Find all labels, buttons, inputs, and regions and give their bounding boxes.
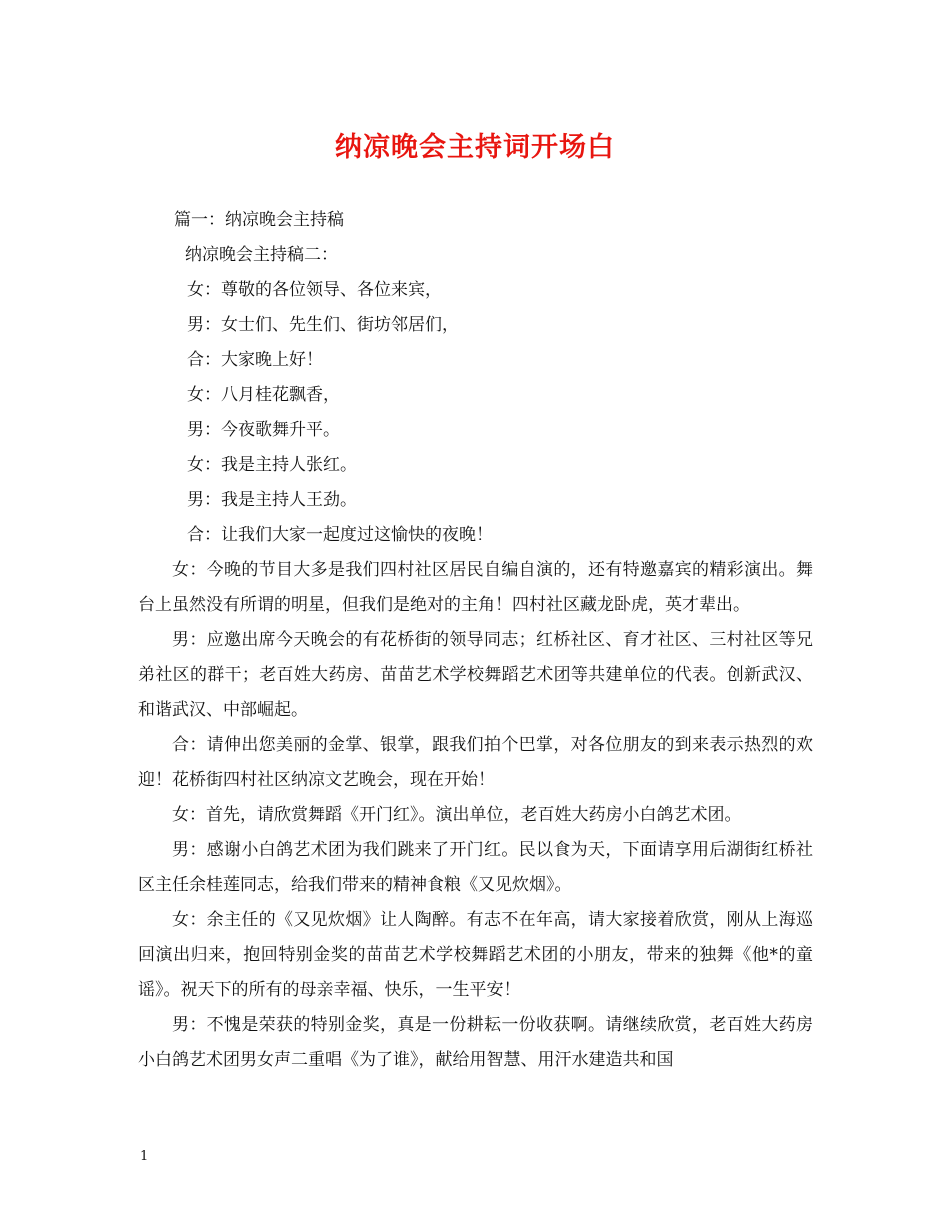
section-heading: 篇一：纳凉晚会主持稿 (174, 210, 344, 230)
script-paragraph: 女：首先，请欣赏舞蹈《开门红》。演出单位，老百姓大药房小白鸽艺术团。 (172, 805, 742, 825)
script-paragraph: 男：感谢小白鸽艺术团为我们跳来了开门红。民以食为天，下面请享用后湖街红桥社区主任余桂莲同志，给我们带来的精神食粮《又见炊烟》。 (138, 840, 813, 895)
script-line: 女：八月桂花飘香， (187, 385, 340, 405)
document-body (138, 203, 813, 1078)
document-title: 纳凉晚会主持词开场白 (335, 132, 615, 163)
script-line: 女：我是主持人张红。 (187, 455, 357, 475)
script-line: 男：女士们、先生们、街坊邻居们， (187, 315, 459, 335)
script-line: 男：我是主持人王劲。 (187, 490, 357, 510)
script-paragraph: 男：应邀出席今天晚会的有花桥街的领导同志；红桥社区、育才社区、三村社区等兄弟社区的群干；老百姓大药房、苗苗艺术学校舞蹈艺术团等共建单位的代表。创新武汉、和谐武汉、中部崛起。 (138, 630, 813, 720)
script-line: 合：大家晚上好！ (187, 350, 323, 370)
script-paragraph: 合：请伸出您美丽的金掌、银掌，跟我们拍个巴掌，对各位朋友的到来表示热烈的欢迎！花桥街四村社区纳凉文艺晚会，现在开始！ (138, 735, 813, 790)
script-line: 女：尊敬的各位领导、各位来宾， (187, 280, 442, 300)
script-paragraph: 女：余主任的《又见炊烟》让人陶醉。有志不在年高，请大家接着欣赏，刚从上海巡回演出归来，抱回特别金奖的苗苗艺术学校舞蹈艺术团的小朋友，带来的独舞《他*的童谣》。祝天下的所有的母亲幸福、快乐，一生平安！ (138, 910, 813, 1000)
script-paragraph: 男：不愧是荣获的特别金奖，真是一份耕耘一份收获啊。请继续欣赏，老百姓大药房小白鸽艺术团男女声二重唱《为了谁》，献给用智慧、用汗水建造共和国 (138, 1015, 813, 1070)
subsection-heading: 纳凉晚会主持稿二： (185, 245, 338, 265)
script-paragraph: 女：今晚的节目大多是我们四村社区居民自编自演的，还有特邀嘉宾的精彩演出。舞台上虽然没有所谓的明星，但我们是绝对的主角！四村社区藏龙卧虎，英才辈出。 (138, 560, 813, 615)
page-number: 1 (140, 1149, 149, 1164)
script-line: 男：今夜歌舞升平。 (187, 420, 340, 440)
script-line: 合：让我们大家一起度过这愉快的夜晚！ (187, 525, 493, 545)
